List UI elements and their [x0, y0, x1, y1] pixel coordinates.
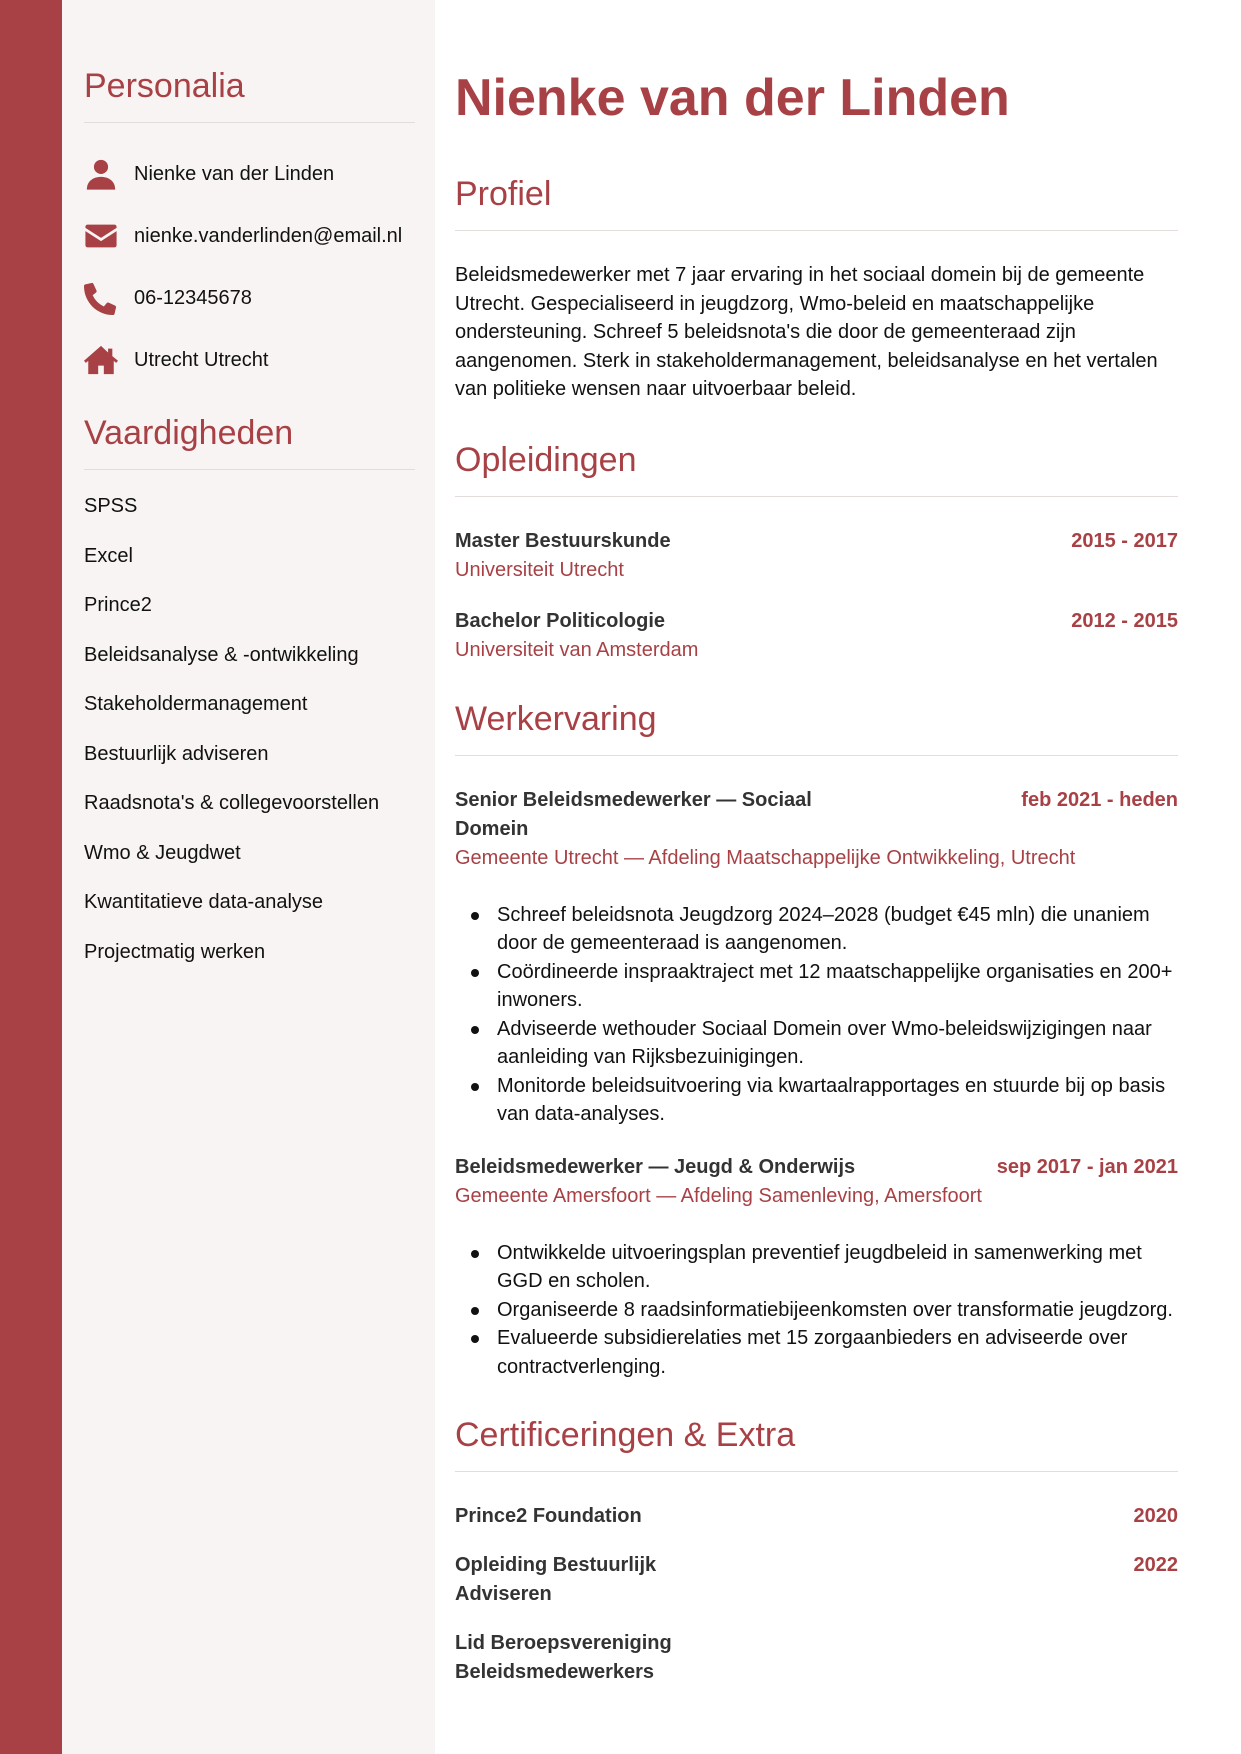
- profile-text: Beleidsmedewerker met 7 jaar ervaring in het sociaal domein bij de gemeente Utrecht. Gespecialiseerd in jeugdzorg, Wmo-beleid en maatschappelijke ondersteuning. Schreef 5 beleidsnota's die door de gemeenteraad zijn aangenomen. Sterk in stakeholdermanagement, beleidsanalyse en het vertalen van politieke wensen naar uitvoerbaar beleid.: [455, 264, 1158, 400]
- contact-name: [84, 143, 415, 205]
- education-item: [455, 607, 1178, 665]
- certification-item: [455, 1551, 1178, 1609]
- education-date: 2012 - 2015: [1071, 609, 1178, 632]
- skill-item: Beleidsanalyse & -ontwikkeling: [84, 643, 359, 666]
- certification-title: Lid Beroepsvereniging Beleidsmedewerkers: [455, 1632, 672, 1683]
- candidate-name: Nienke van der Linden: [455, 69, 1010, 127]
- contact-email-text[interactable]: nienke.vanderlinden@email.nl: [134, 224, 403, 247]
- education-heading: Opleidingen: [455, 436, 1178, 497]
- skill-item: Wmo & Jeugdwet: [84, 841, 241, 864]
- skill-item: Raadsnota's & collegevoorstellen: [84, 792, 380, 814]
- contact-email: [84, 205, 415, 267]
- job-date: feb 2021 - heden: [1021, 788, 1178, 811]
- job-title: Beleidsmedewerker — Jeugd & Onderwijs: [455, 1155, 856, 1178]
- profile-heading: Profiel: [455, 170, 1178, 231]
- education-date: 2015 - 2017: [1071, 529, 1178, 552]
- certification-date: 2022: [1133, 1554, 1178, 1576]
- certification-item: [455, 1502, 1178, 1531]
- skill-item: Prince2: [84, 594, 152, 616]
- education-institution: Universiteit Utrecht: [455, 558, 624, 581]
- education-title: Bachelor Politicologie: [455, 609, 666, 632]
- job-bullets: [455, 1239, 1178, 1382]
- experience-item: [455, 786, 1178, 1129]
- job-employer: Gemeente Amersfoort — Afdeling Samenleving, Amersfoort: [455, 1184, 982, 1207]
- main-content: [455, 0, 1178, 1707]
- skills-list: [84, 470, 415, 989]
- job-title: Senior Beleidsmedewerker — Sociaal Domein: [455, 788, 812, 840]
- experience-section: [455, 695, 1178, 1382]
- job-bullet: Adviseerde wethouder Sociaal Domein over Wmo-beleidswijzigingen naar aanleiding van Rijksbezuinigingen.: [455, 1015, 1178, 1072]
- home-icon: [84, 343, 118, 377]
- skill-item: SPSS: [84, 495, 138, 517]
- skill-item: Bestuurlijk adviseren: [84, 742, 269, 765]
- job-bullet: Schreef beleidsnota Jeugdzorg 2024–2028 (budget €45 mln) die unaniem door de gemeenteraad is aangenomen.: [455, 901, 1178, 958]
- education-title: Master Bestuurskunde: [455, 529, 671, 552]
- job-date: sep 2017 - jan 2021: [996, 1155, 1178, 1178]
- skill-item: Stakeholdermanagement: [84, 693, 308, 715]
- certification-date: 2020: [1133, 1505, 1178, 1527]
- contact-phone-text[interactable]: 06-12345678: [134, 286, 252, 309]
- accent-stripe: [0, 0, 62, 1754]
- profile-section: [455, 170, 1178, 404]
- certifications-heading: Certificeringen & Extra: [455, 1411, 1178, 1472]
- education-section: [455, 436, 1178, 665]
- certification-title: Prince2 Foundation: [455, 1505, 642, 1527]
- contact-address-text: Utrecht Utrecht: [134, 348, 269, 371]
- skill-item: Kwantitatieve data-analyse: [84, 891, 324, 913]
- contact-address: [84, 329, 415, 391]
- sidebar: [62, 0, 435, 1754]
- job-bullet: Organiseerde 8 raadsinformatiebijeenkomsten over transformatie jeugdzorg.: [455, 1296, 1178, 1325]
- job-bullet: Coördineerde inspraaktraject met 12 maatschappelijke organisaties en 200+ inwoners.: [455, 958, 1178, 1015]
- job-employer: Gemeente Utrecht — Afdeling Maatschappelijke Ontwikkeling, Utrecht: [455, 846, 1076, 869]
- job-bullet: Evalueerde subsidierelaties met 15 zorgaanbieders en adviseerde over contractverlenging.: [455, 1324, 1178, 1381]
- education-institution: Universiteit van Amsterdam: [455, 638, 699, 661]
- contact-phone: [84, 267, 415, 329]
- experience-item: [455, 1153, 1178, 1382]
- skill-item: Projectmatig werken: [84, 940, 266, 963]
- experience-heading: Werkervaring: [455, 695, 1178, 756]
- contact-name-text: Nienke van der Linden: [134, 162, 335, 185]
- job-bullet: Monitorde beleidsuitvoering via kwartaalrapportages en stuurde bij op basis van data-analyses.: [455, 1072, 1178, 1129]
- person-icon: [84, 157, 118, 191]
- personalia-heading: Personalia: [84, 62, 415, 123]
- skill-item: Excel: [84, 544, 133, 567]
- job-bullet: Ontwikkelde uitvoeringsplan preventief jeugdbeleid in samenwerking met GGD en scholen.: [455, 1239, 1178, 1296]
- job-bullets: [455, 901, 1178, 1129]
- contact-list: [84, 123, 415, 391]
- phone-icon: [84, 281, 118, 315]
- education-item: [455, 527, 1178, 585]
- certification-item: [455, 1629, 1178, 1687]
- skills-heading: Vaardigheden: [84, 409, 415, 470]
- certification-title: Opleiding Bestuurlijk Adviseren: [455, 1554, 657, 1605]
- certifications-section: [455, 1411, 1178, 1687]
- envelope-icon: [84, 219, 118, 253]
